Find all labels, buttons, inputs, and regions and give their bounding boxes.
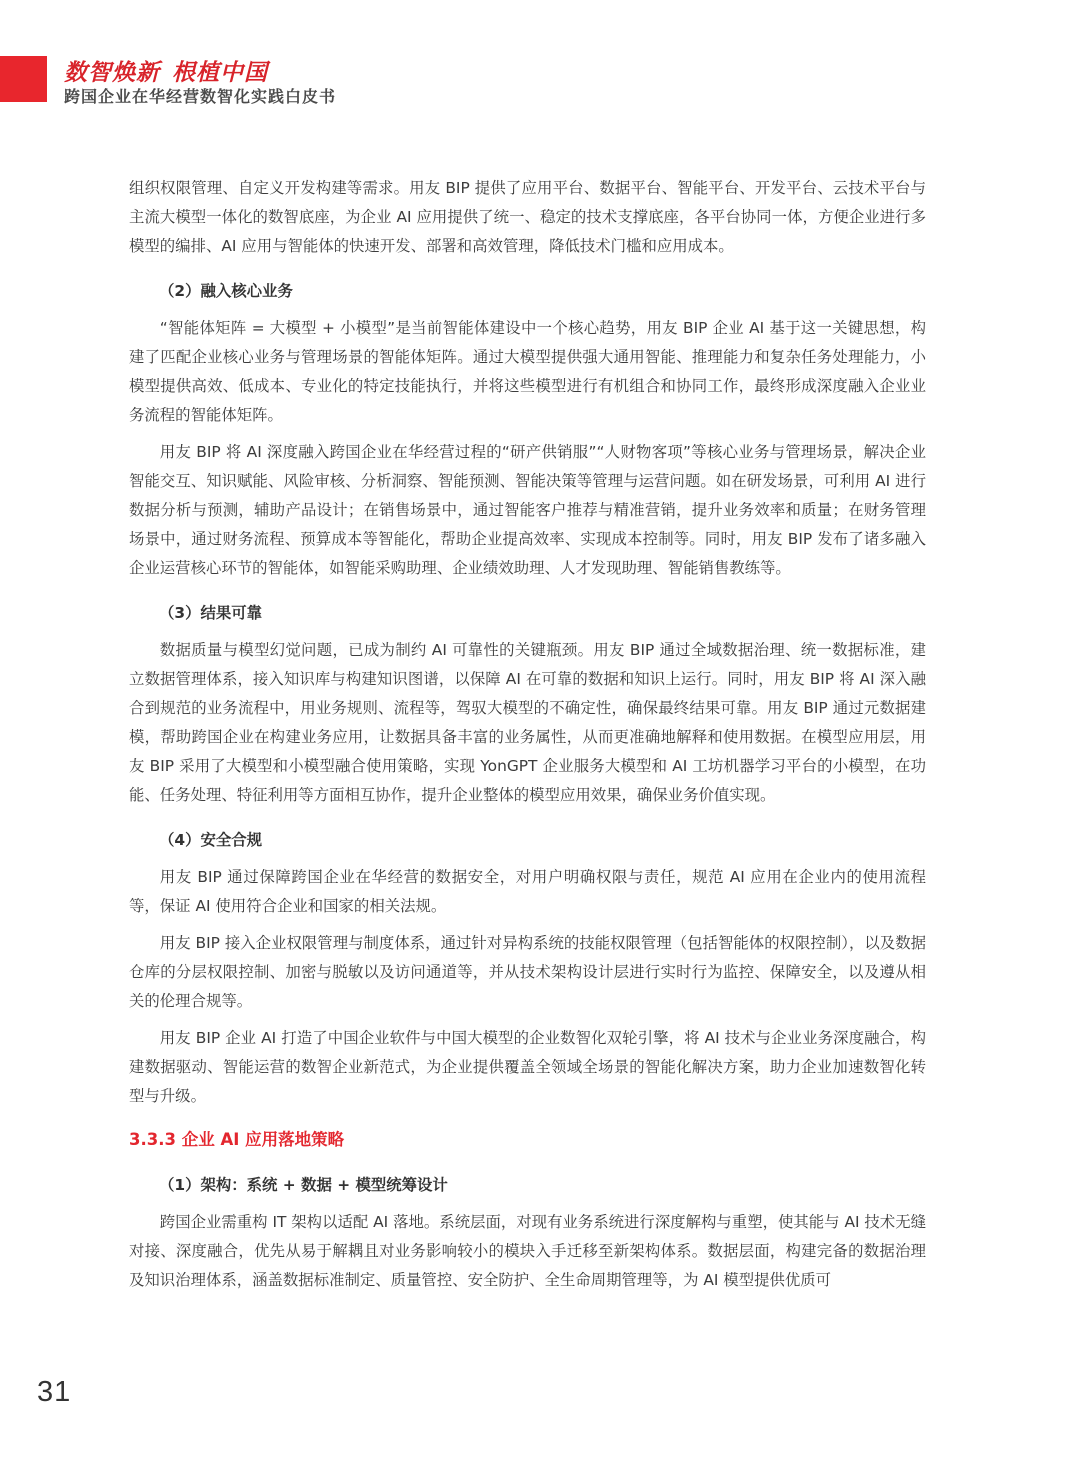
slogan-part-2: 根植中国: [172, 59, 268, 86]
paragraph: “智能体矩阵 = 大模型 + 小模型”是当前智能体建设中一个核心趋势，用友 BIP 企业 AI 基于这一关键思想，构建了匹配企业核心业务与管理场景的智能体矩阵。通过大模型提供强大通用智能、推理能力和复杂任务处理能力，小模型提供高效、低成本、专业化的特定技能执行，并将这些模型进行有机组合和协同工作，最终形成深度融入企业业务流程的智能体矩阵。: [129, 319, 926, 424]
paragraph-continued: 组织权限管理、自定义开发构建等需求。用友 BIP 提供了应用平台、数据平台、智能平台、开发平台、云技术平台与主流大模型一体化的数智底座，为企业 AI 应用提供了统一、稳定的技术支撑底座，各平台协同一体，方便企业进行多模型的编排、AI 应用与智能体的快速开发、部署和高效管理，降低技术门槛和应用成本。: [129, 179, 926, 255]
paragraph: 用友 BIP 将 AI 深度融入跨国企业在华经营过程的“研产供销服”“人财物客项”等核心业务与管理场景，解决企业智能交互、知识赋能、风险审核、分析洞察、智能预测、智能决策等管理与运营问题。如在研发场景，可利用 AI 进行数据分析与预测，辅助产品设计；在销售场景中，通过智能客户推荐与精准营销，提升业务效率和质量；在财务管理场景中，通过财务流程、预算成本等智能化，帮助企业提高效率、实现成本控制等。同时，用友 BIP 发布了诸多融入企业运营核心环节的智能体，如智能采购助理、企业绩效助理、人才发现助理、智能销售教练等。: [129, 443, 926, 577]
header-red-block: [0, 56, 47, 102]
heading-architecture: （1）架构：系统 + 数据 + 模型统筹设计: [159, 1176, 448, 1194]
slogan-part-1: 数智焕新: [64, 59, 160, 86]
section-title: 3.3.3 企业 AI 应用落地策略: [129, 1130, 345, 1149]
heading-security-compliance: （4）安全合规: [159, 831, 263, 849]
page-body: [129, 174, 926, 1303]
page-number: 31: [37, 1376, 72, 1408]
header-slogan: [64, 54, 268, 87]
header-subtitle: 跨国企业在华经营数智化实践白皮书: [64, 87, 337, 106]
heading-reliable-results: （3）结果可靠: [159, 604, 263, 622]
paragraph: 跨国企业需重构 IT 架构以适配 AI 落地。系统层面，对现有业务系统进行深度解构与重塑，使其能与 AI 技术无缝对接、深度融合，优先从易于解耦且对业务影响较小的模块入手迁移至新架构体系。数据层面，构建完备的数据治理及知识治理体系，涵盖数据标准制定、质量管控、安全防护、全生命周期管理等，为 AI 模型提供优质可: [129, 1213, 926, 1289]
paragraph: 数据质量与模型幻觉问题，已成为制约 AI 可靠性的关键瓶颈。用友 BIP 通过全域数据治理、统一数据标准，建立数据管理体系，接入知识库与构建知识图谱，以保障 AI 在可靠的数据和知识上运行。同时，用友 BIP 将 AI 深入融合到规范的业务流程中，用业务规则、流程等，驾驭大模型的不确定性，确保最终结果可靠。用友 BIP 通过元数据建模，帮助跨国企业在构建业务应用，让数据具备丰富的业务属性，从而更准确地解释和使用数据。在模型应用层，用友 BIP 采用了大模型和小模型融合使用策略，实现 YonGPT 企业服务大模型和 AI 工坊机器学习平台的小模型，在功能、任务处理、特征利用等方面相互协作，提升企业整体的模型应用效果，确保业务价值实现。: [129, 641, 926, 804]
heading-core-business: （2）融入核心业务: [159, 282, 293, 300]
paragraph: 用友 BIP 通过保障跨国企业在华经营的数据安全，对用户明确权限与责任，规范 AI 应用在企业内的使用流程等，保证 AI 使用符合企业和国家的相关法规。: [129, 868, 926, 915]
paragraph: 用友 BIP 企业 AI 打造了中国企业软件与中国大模型的企业数智化双轮引擎，将 AI 技术与企业业务深度融合，构建数据驱动、智能运营的数智企业新范式，为企业提供覆盖全领域全场景的智能化解决方案，助力企业加速数智化转型与升级。: [129, 1029, 926, 1105]
paragraph: 用友 BIP 接入企业权限管理与制度体系，通过针对异构系统的技能权限管理（包括智能体的权限控制），以及数据仓库的分层权限控制、加密与脱敏以及访问通道等，并从技术架构设计层进行实时行为监控、保障安全，以及遵从相关的伦理合规等。: [129, 934, 926, 1010]
